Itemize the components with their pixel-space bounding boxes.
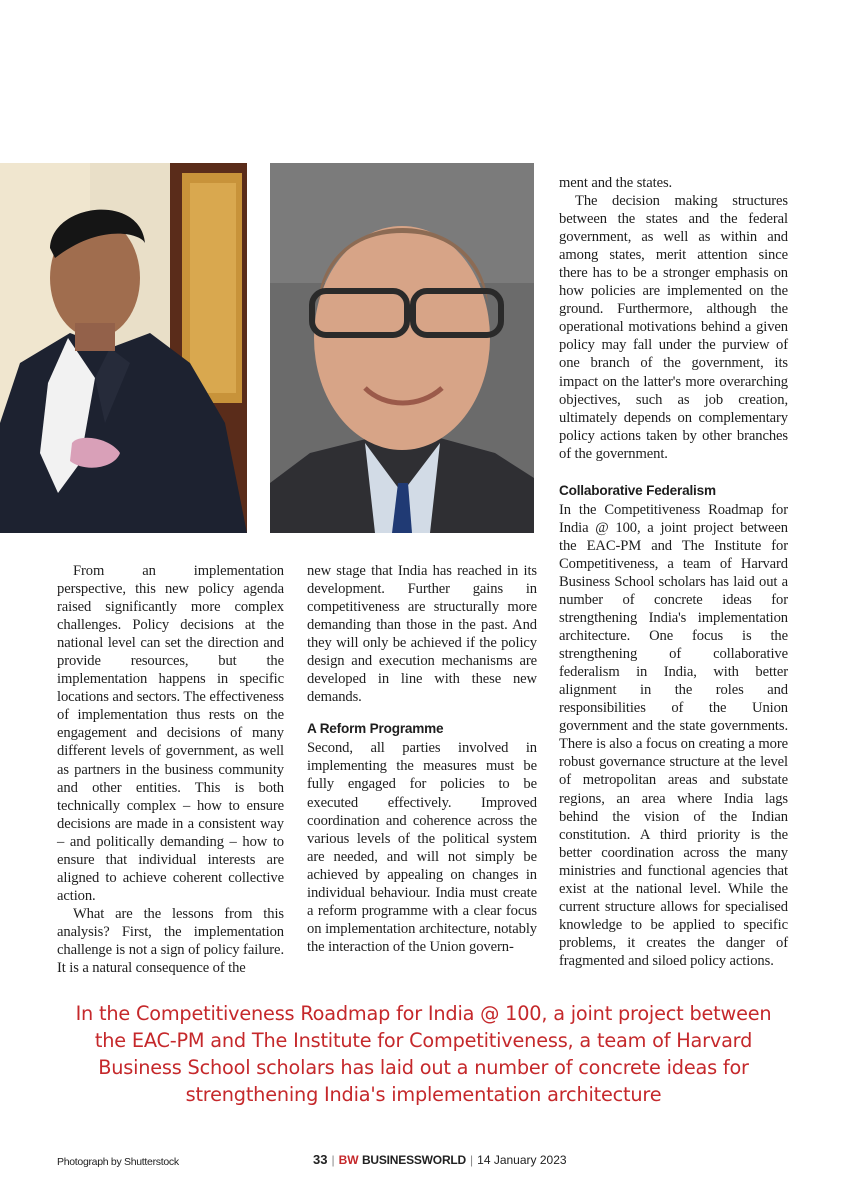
article-column-2 (307, 562, 537, 956)
body-paragraph: In the Competitiveness Roadmap for India @ 100, a joint project between the EAC-PM and The Institute for Competitiveness, a team of Harvard Business School scholars has laid out a number of concrete ideas for strengthening India's implementation architecture. One focus is the strengthening of collaborative federalism in India, with better alignment in the roles and responsibilities of the Union government and the state governments. There is also a focus on creating a more robust governance structure at the level of metropolitan areas and substate regions, an area where India lags behind the vision of the Indian constitution. A third priority is the better coordination across the many ministries and functional agencies that exist at the national level. While the current structure allows for specialised knowledge to be applied to specific problems, it creates the danger of fragmented and siloed policy actions. (559, 501, 788, 969)
article-column-3 (559, 174, 788, 970)
folio (313, 1152, 567, 1167)
body-paragraph: What are the lessons from this analysis? First, the implementation challenge is not a sign of policy failure. It is a natural consequence of the (57, 905, 284, 977)
page-footer (0, 1152, 847, 1172)
body-paragraph: Second, all parties involved in implementing the measures must be fully engaged for policies to be executed effectively. Improved coordination and coherence across the various levels of the political system are needed, and will not simply be achieved by appealing on changes in individual behaviour. India must create a reform programme with a clear focus on implementation architecture, notably the interaction of the Union govern- (307, 740, 537, 955)
brand-short: BW (338, 1153, 359, 1167)
body-paragraph-continued: new stage that India has reached in its development. Further gains in competitiveness are structurally more demanding than those in the past. And they will only be achieved if the policy design and execution mechanisms are developed in line with these new demands. (307, 563, 537, 706)
article-column-1 (57, 562, 284, 977)
section-subhead: A Reform Programme (307, 721, 444, 737)
pull-quote: In the Competitiveness Roadmap for India @ 100, a joint project between the EAC-PM and The Institute for Competitiveness, a team of Harvard Business School scholars has laid out a number of concrete ideas for strengthening India's implementation architecture (75, 1002, 772, 1106)
section-subhead: Collaborative Federalism (559, 482, 716, 498)
page-number: 33 (313, 1152, 328, 1167)
body-paragraph: The decision making structures between the states and the federal government, as well as within and among states, merit attention since there has to be a stronger emphasis on how policies are implemented on the ground. Furthermore, although the operational motivations behind a given policy may fall under the purview of one branch of the government, its impact on the latter's more overarching objectives, such as job creation, ultimately depends on complementary policy actions taken by other branches of the government. (559, 193, 788, 462)
issue-date: 14 January 2023 (477, 1153, 567, 1167)
folio-separator: | (331, 1153, 335, 1167)
body-paragraph: From an implementation perspective, this new policy agenda raised significantly more complex challenges. Policy decisions at the national level can set the direction and provide resources, but the implementation happens in specific locations and sectors. The effectiveness of implementation thus rests on the engagement and decisions of many different levels of government, as well as partners in the business community and other entities. This is both technically complex – how to ensure decisions are made in a consistent way – and politically demanding – how to ensure that individual interests are aligned to achieve coherent collective action. (57, 563, 284, 904)
photo-man-with-glasses (270, 163, 534, 533)
photo-man-in-suit (0, 163, 247, 533)
photo-credit: Photograph by Shutterstock (57, 1156, 179, 1168)
folio-separator: | (470, 1153, 474, 1167)
body-paragraph-continued: ment and the states. (559, 175, 673, 191)
magazine-name: BUSINESSWORLD (361, 1153, 467, 1167)
